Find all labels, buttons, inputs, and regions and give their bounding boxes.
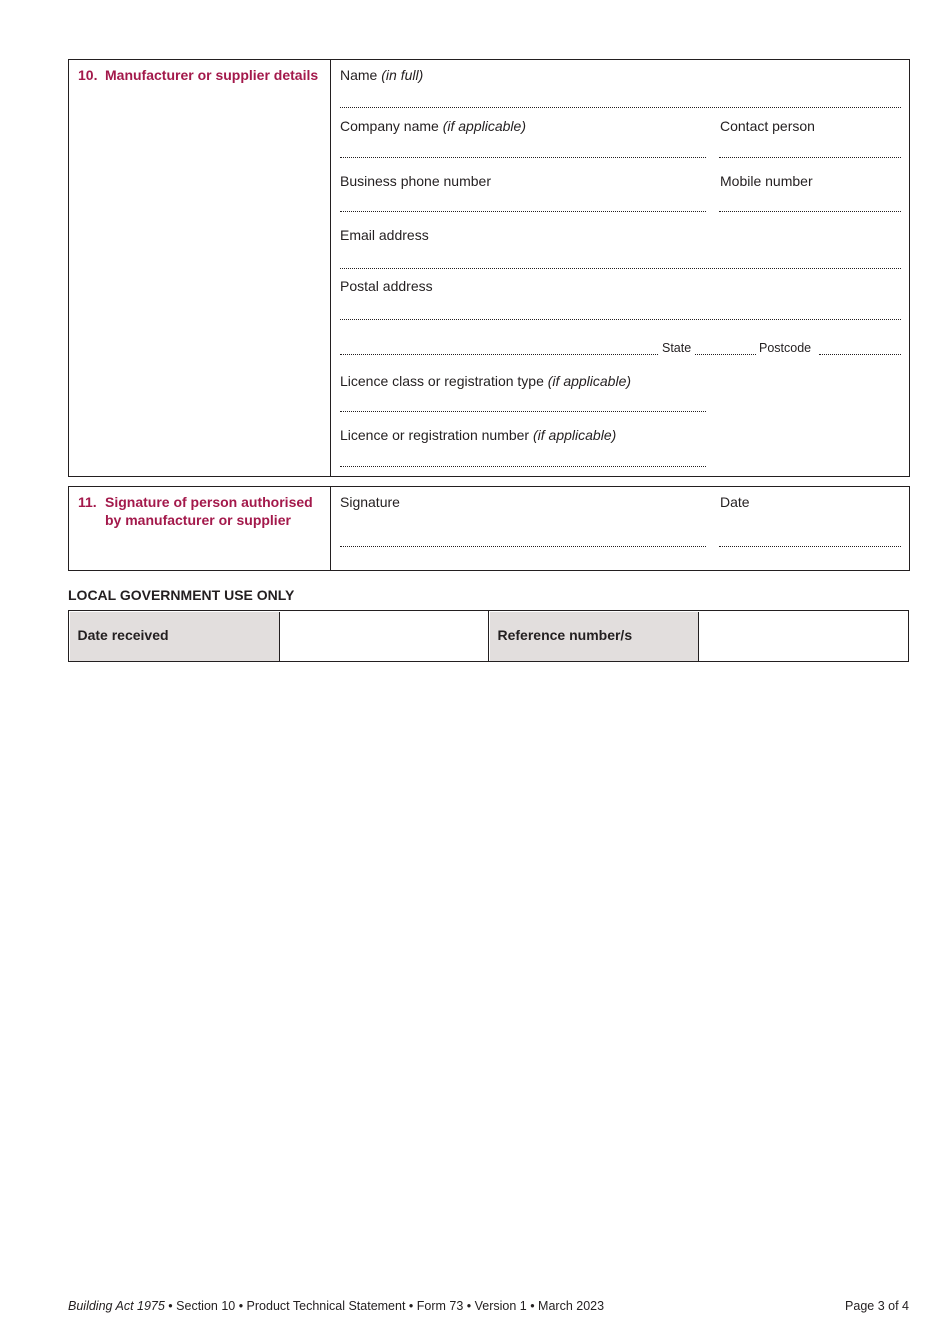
postal-address-field-line1[interactable] <box>340 319 901 320</box>
email-address-field[interactable] <box>340 268 901 269</box>
reference-number-field[interactable] <box>699 612 907 661</box>
name-field[interactable] <box>340 107 901 108</box>
postcode-label: Postcode <box>759 341 812 355</box>
section-10-title <box>78 66 328 106</box>
section-10-divider <box>330 59 331 477</box>
name-note: (in full) <box>381 67 424 83</box>
section-11-heading: Signature of person authorised by manufacturer or supplier <box>105 494 313 528</box>
local-government-heading: LOCAL GOVERNMENT USE ONLY <box>68 587 295 603</box>
mobile-number-field[interactable] <box>719 211 901 212</box>
reference-number-label: Reference number/s <box>497 626 633 643</box>
page-number: Page 3 of 4 <box>845 1299 909 1313</box>
licence-class-field[interactable] <box>340 411 706 412</box>
company-name-note: (if applicable) <box>442 118 526 134</box>
state-label: State <box>662 341 692 355</box>
licence-class-label: Licence class or registration type (if applicable) <box>340 373 632 389</box>
contact-person-label: Contact person <box>720 118 815 134</box>
footer-text <box>68 1299 604 1313</box>
licence-class-note: (if applicable) <box>547 373 632 389</box>
date-received-cell <box>70 612 280 661</box>
date-label: Date <box>720 494 750 510</box>
date-field[interactable] <box>719 546 901 547</box>
company-name-label: Company name (if applicable) <box>340 118 526 134</box>
company-name-field[interactable] <box>340 157 706 158</box>
name-label: Name (in full) <box>340 67 424 83</box>
licence-number-label: Licence or registration number (if applicable) <box>340 427 617 443</box>
signature-label: Signature <box>340 494 400 510</box>
licence-number-note: (if applicable) <box>533 427 617 443</box>
footer-details: • Section 10 • Product Technical Statement • Form 73 • Version 1 • March 2023 <box>164 1299 605 1313</box>
postal-address-field-line2[interactable] <box>340 354 658 355</box>
mobile-number-label: Mobile number <box>720 173 813 189</box>
section-10-number: 10. <box>78 67 98 83</box>
business-phone-field[interactable] <box>340 211 706 212</box>
business-phone-label: Business phone number <box>340 173 491 189</box>
section-11-number: 11. <box>78 494 97 510</box>
date-received-field[interactable] <box>280 612 489 661</box>
postal-address-label: Postal address <box>340 278 433 294</box>
date-received-label: Date received <box>77 626 169 643</box>
email-address-label: Email address <box>340 227 429 243</box>
section-11-divider <box>330 486 331 571</box>
state-field[interactable] <box>695 354 756 355</box>
postcode-field[interactable] <box>819 354 901 355</box>
section-11-title <box>78 493 328 533</box>
section-10-heading: Manufacturer or supplier details <box>105 67 319 83</box>
signature-field[interactable] <box>340 546 706 547</box>
reference-number-cell <box>490 612 699 661</box>
footer-act: Building Act 1975 <box>68 1299 165 1313</box>
contact-person-field[interactable] <box>719 157 901 158</box>
licence-number-field[interactable] <box>340 466 706 467</box>
